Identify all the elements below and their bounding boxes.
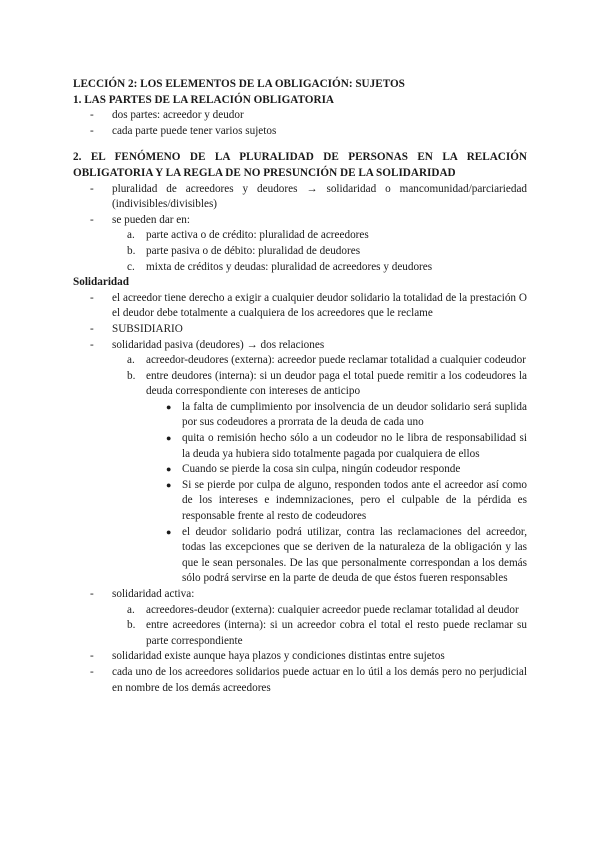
list-item-text: solidaridad pasiva (deudores) → dos relaciones [112, 338, 325, 351]
list-item-text: solidaridad activa: [112, 588, 195, 600]
sub-list-item-text: acreedores-deudor (externa): cualquier acreedor puede reclamar totalidad al deudor [146, 603, 519, 616]
bullet-item-text: la falta de cumplimiento por insolvencia de un deudor solidario será suplida por sus codeudores a prorrata de la deuda de cada uno [182, 400, 527, 429]
list-item [73, 665, 527, 696]
list-item [73, 108, 527, 124]
dash-marker: - [90, 291, 94, 304]
list-item-text: el acreedor tiene derecho a exigir a cualquier deudor solidario la totalidad de la prestación O el deudor debe totalmente a cualquiera de los acreedores que le reclame [112, 291, 527, 320]
sub-list-item [73, 603, 527, 619]
bullet-marker: ● [166, 464, 172, 475]
list-item-text: pluralidad de acreedores y deudores → solidaridad o mancomunidad/parciariedad (indivisibles/divisibles) [112, 182, 527, 211]
sub-list-item [73, 369, 527, 400]
bullet-item [73, 462, 527, 478]
bullet-item [73, 431, 527, 462]
list-item [73, 338, 527, 354]
dash-marker: - [90, 109, 94, 122]
list-item [73, 322, 527, 338]
list-item [73, 587, 527, 603]
dash-marker: - [90, 124, 94, 137]
alpha-marker: a. [127, 229, 135, 242]
bullet-marker: ● [166, 433, 172, 444]
list-item [73, 182, 527, 213]
dash-marker: - [90, 665, 94, 678]
sub-list-item [73, 618, 527, 649]
bullet-item-text: Si se pierde por culpa de alguno, responden todos ante el acreedor así como de los intereses e indemnizaciones, pero el culpable de la pérdida es responsable frente al resto de codeudores [182, 478, 527, 523]
bullet-marker: ● [166, 526, 172, 537]
alpha-marker: b. [127, 244, 136, 257]
bullet-item-text: el deudor solidario podrá utilizar, contra las reclamaciones del acreedor, todas las excepciones que se deriven de la naturaleza de la obligación y las que le sean personales. De las que personalmente correspondan a los demás sólo podrá servirse en la parte de deuda de que éstos fueren responsables [182, 525, 527, 585]
bullet-item [73, 400, 527, 431]
alpha-marker: b. [127, 619, 136, 632]
bullet-marker: ● [166, 479, 172, 490]
lesson-title: LECCIÓN 2: LOS ELEMENTOS DE LA OBLIGACIÓN: SUJETOS [73, 78, 405, 90]
sub-list-item [73, 353, 527, 369]
alpha-marker: a. [127, 603, 135, 616]
dash-marker: - [90, 182, 94, 195]
sub-list-item-text: parte pasiva o de débito: pluralidad de deudores [146, 244, 361, 257]
sub-list-item [73, 260, 527, 276]
list-item-text: cada uno de los acreedores solidarios puede actuar en lo útil a los demás pero no perjudicial en nombre de los demás acreedores [112, 665, 527, 694]
list-item [73, 291, 527, 322]
list-item-text: SUBSIDIARIO [112, 322, 183, 335]
sub-list-item-text: entre acreedores (interna): si un acreedor cobra el total el resto puede reclamar su parte correspondiente [146, 619, 527, 647]
bullet-item-text: quita o remisión hecho sólo a un codeudor no le libra de responsabilidad si la deuda ya hubiera sido totalmente pagada por cualquiera de ellos [182, 432, 527, 460]
bullet-item [73, 478, 527, 525]
bullet-marker: ● [166, 401, 172, 412]
list-item-text: cada parte puede tener varios sujetos [112, 124, 277, 137]
list-item [73, 649, 527, 665]
alpha-marker: b. [127, 369, 136, 382]
sub-list-item-text: entre deudores (interna): si un deudor paga el total puede remitir a los codeudores la deuda correspondiente con intereses de anticipo [146, 369, 527, 398]
list-item [73, 213, 527, 229]
document-content [73, 77, 527, 696]
sub-list-item [73, 228, 527, 244]
list-item-text: se pueden dar en: [112, 213, 190, 226]
list-item-text: solidaridad existe aunque haya plazos y condiciones distintas entre sujetos [112, 650, 445, 663]
sub-list-item-text: parte activa o de crédito: pluralidad de acreedores [146, 229, 369, 242]
dash-marker: - [90, 588, 94, 600]
dash-marker: - [90, 650, 94, 663]
list-item-text: dos partes: acreedor y deudor [112, 109, 244, 122]
sub-list-item-text: mixta de créditos y deudas: pluralidad de acreedores y deudores [146, 260, 433, 273]
dash-marker: - [90, 322, 94, 335]
section1-heading: 1. LAS PARTES DE LA RELACIÓN OBLIGATORIA [73, 93, 335, 106]
list-item [73, 124, 527, 140]
alpha-marker: a. [127, 354, 135, 367]
alpha-marker: c. [127, 260, 135, 273]
dash-marker: - [90, 213, 94, 226]
sub-list-item [73, 244, 527, 260]
section2-heading: 2. EL FENÓMENO DE LA PLURALIDAD DE PERSONAS EN LA RELACIÓN OBLIGATORIA Y LA REGLA DE NO PRESUNCIÓN DE LA SOLIDARIDAD [73, 151, 527, 179]
bullet-item [73, 525, 527, 587]
sub-list-item-text: acreedor-deudores (externa): acreedor puede reclamar totalidad a cualquier codeudor [146, 354, 526, 367]
dash-marker: - [90, 338, 94, 351]
bullet-item-text: Cuando se pierde la cosa sin culpa, ningún codeudor responde [182, 463, 461, 476]
solidaridad-heading: Solidaridad [73, 276, 129, 289]
